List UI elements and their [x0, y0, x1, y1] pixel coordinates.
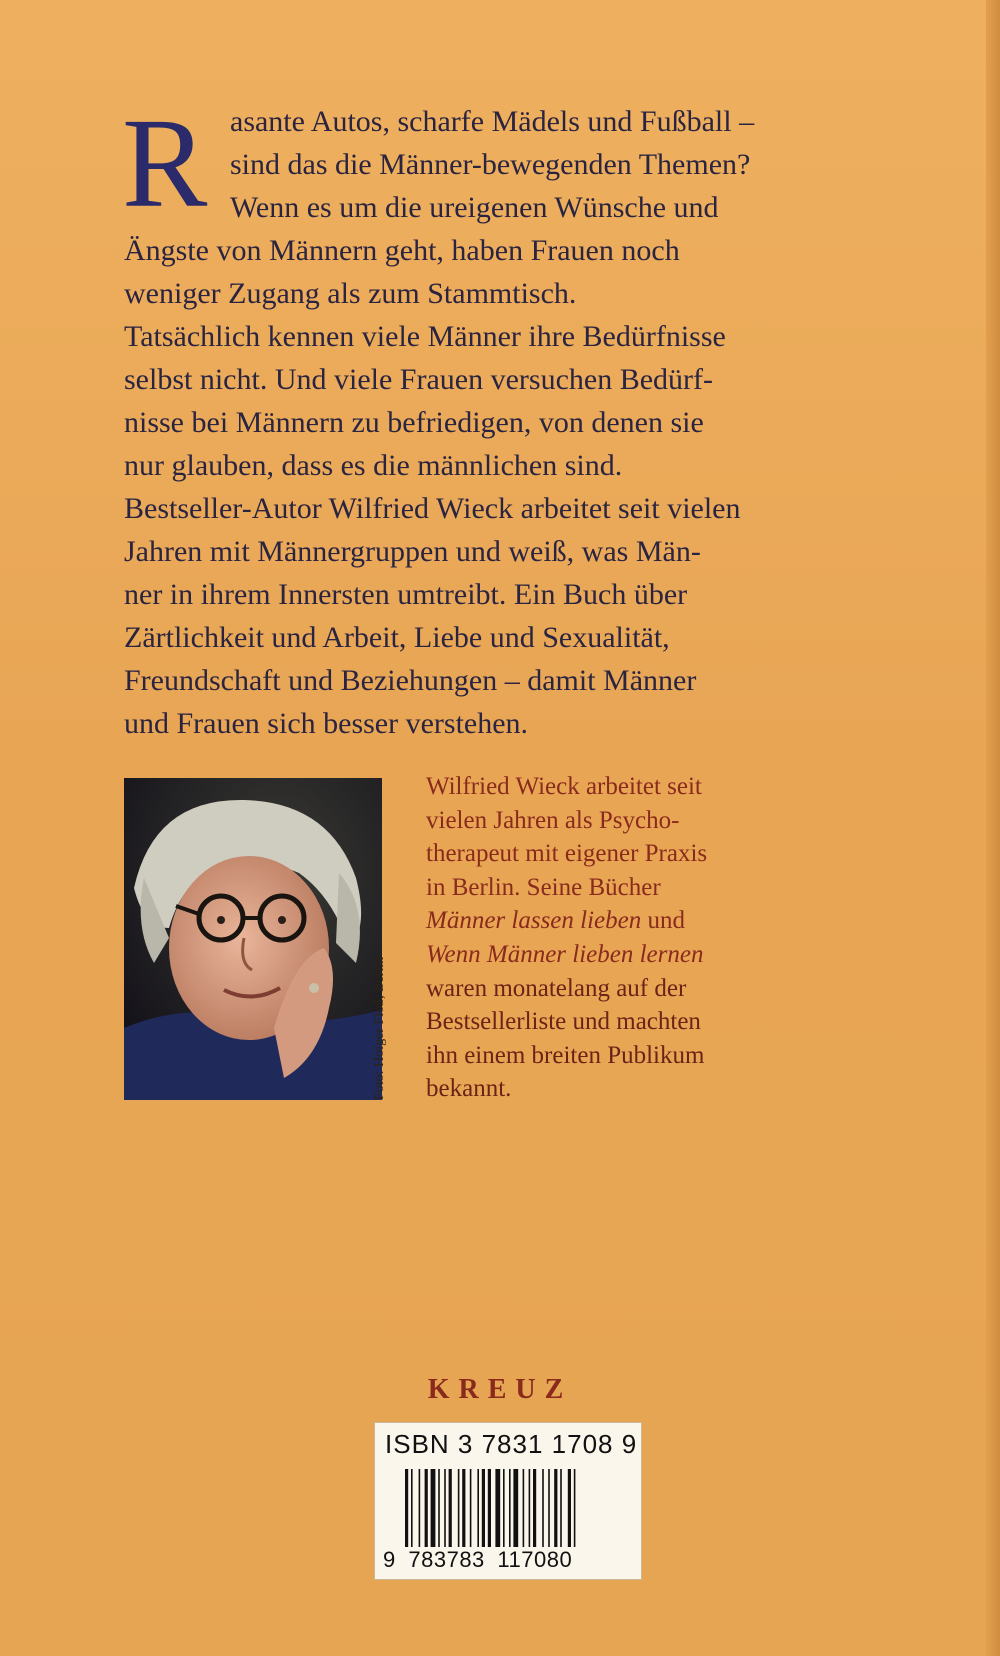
blurb-line: nisse bei Männern zu befriedigen, von denen sie — [124, 406, 704, 439]
barcode-bar — [488, 1469, 491, 1547]
barcode-bar — [444, 1469, 446, 1547]
bio-line: Wilfried Wieck arbeitet seit — [426, 773, 702, 800]
bio-and: und — [641, 907, 685, 935]
barcode-bar — [533, 1469, 536, 1547]
barcode-bar — [509, 1469, 511, 1547]
barcode-bar — [542, 1469, 544, 1547]
barcode-bar — [411, 1469, 413, 1547]
barcode-bar — [523, 1469, 525, 1547]
blurb-line: asante Autos, scharfe Mädels und Fußball – — [230, 105, 755, 138]
author-portrait-image — [124, 778, 382, 1100]
book-title: Männer lassen lieben — [426, 907, 642, 935]
barcode-bar — [458, 1469, 460, 1547]
barcode-bar — [449, 1469, 452, 1547]
book-title: Wenn Männer lieben lernen — [426, 940, 704, 968]
barcode-digit-group: 117080 — [497, 1547, 573, 1572]
barcode-bar — [529, 1469, 531, 1547]
blurb-line: Zärtlichkeit und Arbeit, Liebe und Sexualität, — [124, 621, 670, 654]
barcode-bar — [495, 1469, 500, 1547]
bio-line-title1 — [426, 904, 846, 938]
blurb-line: sind das die Männer-bewegenden Themen? — [230, 148, 751, 181]
barcode — [405, 1469, 615, 1547]
barcode-bar — [405, 1469, 408, 1547]
barcode-bar — [462, 1469, 465, 1547]
blurb-line: nur glauben, dass es die männlichen sind. — [124, 449, 623, 482]
bio-line: ihn einem breiten Publikum — [426, 1041, 705, 1069]
cover-edge — [986, 0, 1000, 1656]
blurb-line: Bestseller-Autor Wilfried Wieck arbeitet seit vielen — [124, 492, 741, 525]
blurb-line: Wenn es um die ureigenen Wünsche und — [230, 191, 719, 224]
barcode-bar — [503, 1469, 505, 1547]
blurb-line: Freundschaft und Beziehungen – damit Männer — [124, 664, 697, 697]
blurb-line: und Frauen sich besser verstehen. — [124, 707, 529, 740]
blurb-line: Ängste von Männern geht, haben Frauen noch — [124, 234, 680, 267]
barcode-bar — [560, 1469, 562, 1547]
barcode-digit-group: 783783 — [408, 1547, 485, 1572]
bio-line-title2 — [426, 938, 846, 972]
barcode-bar — [548, 1469, 550, 1547]
barcode-bar — [431, 1469, 436, 1547]
barcode-bar — [482, 1469, 485, 1547]
bio-line: Bestsellerliste und machten — [426, 1008, 701, 1036]
photo-credit: Foto: Holger Floß, Berlin — [372, 956, 387, 1100]
barcode-bar — [568, 1469, 571, 1547]
author-photo — [124, 778, 382, 1100]
barcode-bar — [425, 1469, 428, 1547]
publisher-logo: KREUZ — [427, 1374, 573, 1405]
barcode-digit-group: 9 — [383, 1547, 396, 1572]
isbn-number: ISBN 3 7831 1708 9 — [385, 1429, 638, 1459]
barcode-bar — [419, 1469, 421, 1547]
barcode-digits — [383, 1547, 578, 1573]
bio-line: bekannt. — [426, 1075, 512, 1103]
blurb-text — [122, 92, 894, 745]
blurb-line: ner in ihrem Innersten umtreibt. Ein Buch über — [124, 578, 688, 611]
drop-cap: R — [122, 92, 208, 234]
barcode-bar — [554, 1469, 557, 1547]
barcode-bar — [574, 1469, 576, 1547]
blurb-line: Jahren mit Männergruppen und weiß, was Män- — [124, 535, 701, 568]
barcode-bar — [477, 1469, 479, 1547]
blurb-line: weniger Zugang als zum Stammtisch. — [124, 277, 577, 310]
barcode-bar — [513, 1469, 518, 1547]
bio-line: in Berlin. Seine Bücher — [426, 873, 661, 901]
blurb-line: selbst nicht. Und viele Frauen versuchen Bedürf- — [124, 363, 713, 396]
bio-line: therapeut mit eigener Praxis — [426, 840, 708, 868]
isbn-barcode-label — [374, 1422, 642, 1580]
author-bio — [426, 770, 846, 1106]
barcode-bar — [438, 1469, 440, 1547]
bio-line: waren monatelang auf der — [426, 974, 687, 1002]
barcode-bar — [470, 1469, 472, 1547]
bio-line: vielen Jahren als Psycho- — [426, 806, 680, 834]
blurb-line: Tatsächlich kennen viele Männer ihre Bedürfnisse — [124, 320, 726, 353]
